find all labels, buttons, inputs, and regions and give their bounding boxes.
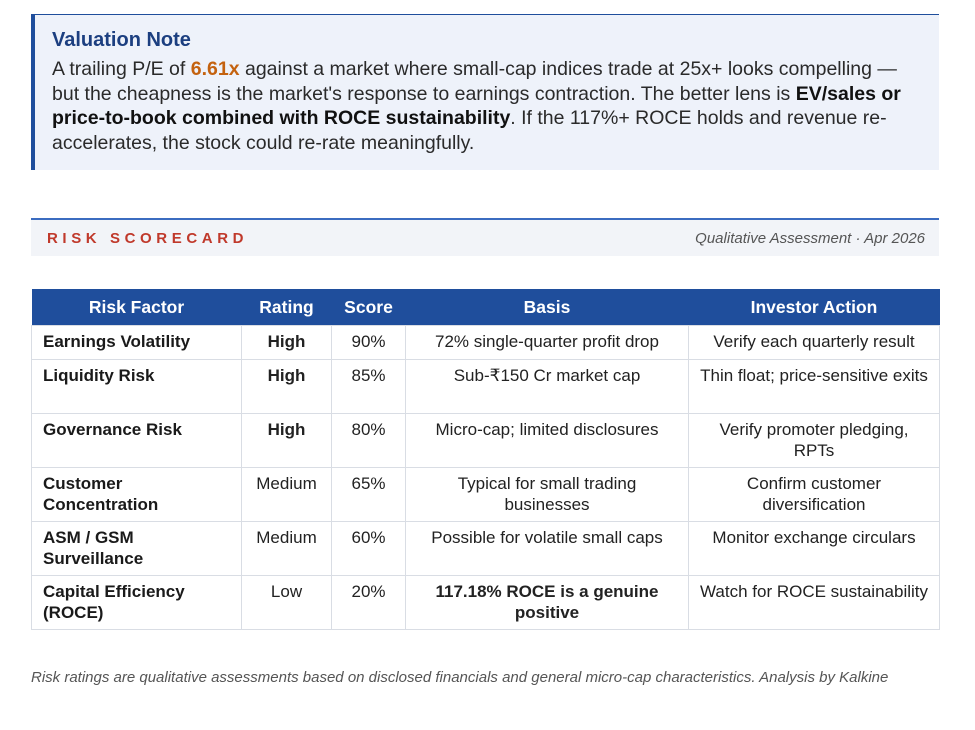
valuation-note-body [52, 57, 921, 155]
table-row [32, 522, 940, 576]
basis-cell: Sub-₹150 Cr market cap [406, 360, 689, 414]
table-header-row [32, 289, 940, 326]
risk-factor-cell: ASM / GSM Surveillance [32, 522, 242, 576]
score-cell: 80% [332, 414, 406, 468]
rating-cell: Medium [242, 522, 332, 576]
rating-cell: High [242, 414, 332, 468]
score-cell: 85% [332, 360, 406, 414]
table-row [32, 326, 940, 360]
risk-factor-cell: Liquidity Risk [32, 360, 242, 414]
action-cell: Confirm customer diversification [689, 468, 940, 522]
risk-table [31, 289, 940, 630]
score-cell: 90% [332, 326, 406, 360]
risk-scorecard-title: RISK SCORECARD [47, 229, 249, 247]
risk-scorecard-header [31, 218, 939, 256]
action-cell: Watch for ROCE sustainability [689, 576, 940, 630]
basis-cell: Typical for small trading businesses [406, 468, 689, 522]
note-text-3: . If the 117%+ ROCE holds and revenue re-accelerates, the stock could re-rate meaningfully. [52, 107, 887, 154]
score-cell: 20% [332, 576, 406, 630]
risk-factor-cell: Governance Risk [32, 414, 242, 468]
table-row [32, 576, 940, 630]
header-score: Score [332, 289, 406, 326]
rating-cell: Medium [242, 468, 332, 522]
action-cell: Thin float; price-sensitive exits [689, 360, 940, 414]
risk-factor-cell: Capital Efficiency (ROCE) [32, 576, 242, 630]
table-row [32, 468, 940, 522]
footnote: Risk ratings are qualitative assessments based on disclosed financials and general micro-cap characteristics. Analysis by Kalkine [31, 669, 889, 686]
basis-cell: 72% single-quarter profit drop [406, 326, 689, 360]
note-text-2: against a market where small-cap indices trade at 25x+ looks compelling — but the cheapness is the market's response to earnings contraction. The better lens is [52, 58, 897, 105]
score-cell: 65% [332, 468, 406, 522]
table-row [32, 360, 940, 414]
rating-cell: High [242, 326, 332, 360]
score-cell: 60% [332, 522, 406, 576]
pe-ratio-value: 6.61x [190, 58, 240, 80]
note-text-1: A trailing P/E of [52, 58, 191, 80]
action-cell: Verify promoter pledging, RPTs [689, 414, 940, 468]
header-risk-factor: Risk Factor [32, 289, 242, 326]
risk-factor-cell: Customer Concentration [32, 468, 242, 522]
basis-cell: 117.18% ROCE is a genuine positive [406, 576, 689, 630]
action-cell: Verify each quarterly result [689, 326, 940, 360]
basis-cell: Micro-cap; limited disclosures [406, 414, 689, 468]
basis-cell: Possible for volatile small caps [406, 522, 689, 576]
header-basis: Basis [406, 289, 689, 326]
header-investor-action: Investor Action [689, 289, 940, 326]
risk-scorecard-subtitle: Qualitative Assessment · Apr 2026 [695, 229, 925, 247]
rating-cell: Low [242, 576, 332, 630]
valuation-note-box [31, 14, 939, 170]
valuation-note-title: Valuation Note [52, 29, 191, 51]
header-rating: Rating [242, 289, 332, 326]
action-cell: Monitor exchange circulars [689, 522, 940, 576]
rating-cell: High [242, 360, 332, 414]
table-row [32, 414, 940, 468]
risk-factor-cell: Earnings Volatility [32, 326, 242, 360]
better-lens-text: EV/sales or price-to-book combined with ROCE sustainability [52, 82, 901, 129]
